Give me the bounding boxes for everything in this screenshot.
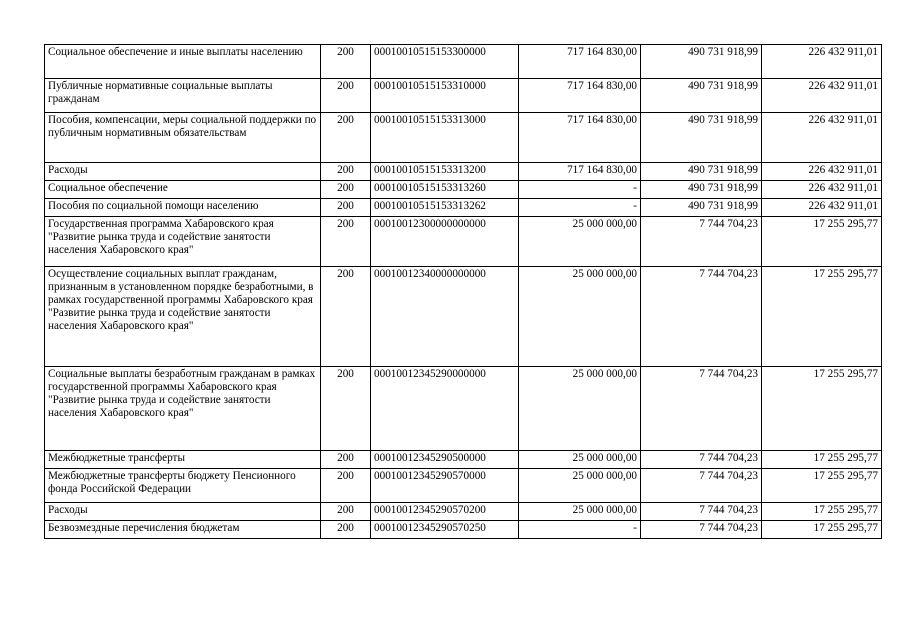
unexecuted-amount-cell: 17 255 295,77 — [762, 367, 882, 451]
unexecuted-amount-cell: 226 432 911,01 — [762, 45, 882, 79]
table-row — [45, 45, 882, 79]
row-name-cell: Социальное обеспечение и иные выплаты населению — [45, 45, 321, 79]
line-code-cell: 200 — [321, 503, 371, 521]
unexecuted-amount-cell: 226 432 911,01 — [762, 163, 882, 181]
expenditure-table — [44, 44, 882, 539]
table-row — [45, 521, 882, 539]
line-code-cell: 200 — [321, 199, 371, 217]
line-code-cell: 200 — [321, 79, 371, 113]
unexecuted-amount-cell: 226 432 911,01 — [762, 79, 882, 113]
report-page — [44, 44, 881, 539]
approved-amount-cell: 717 164 830,00 — [519, 113, 641, 163]
executed-amount-cell: 7 744 704,23 — [641, 469, 762, 503]
table-row — [45, 163, 882, 181]
budget-classification-code-cell: 00010012345290570000 — [371, 469, 519, 503]
row-name-cell: Осуществление социальных выплат гражданам, признанным в установленном порядке безработными, в рамках государственной программы Хабаровского края "Развитие рынка труда и содействие занятости населения Хабаровского края" — [45, 267, 321, 367]
row-name-cell: Публичные нормативные социальные выплаты гражданам — [45, 79, 321, 113]
unexecuted-amount-cell: 226 432 911,01 — [762, 199, 882, 217]
approved-amount-cell: 717 164 830,00 — [519, 45, 641, 79]
row-name-cell: Социальные выплаты безработным гражданам в рамках государственной программы Хабаровского края "Развитие рынка труда и содействие занятости населения Хабаровского края" — [45, 367, 321, 451]
approved-amount-cell: 717 164 830,00 — [519, 163, 641, 181]
table-row — [45, 503, 882, 521]
budget-classification-code-cell: 00010012345290500000 — [371, 451, 519, 469]
budget-classification-code-cell: 00010012340000000000 — [371, 267, 519, 367]
executed-amount-cell: 490 731 918,99 — [641, 181, 762, 199]
executed-amount-cell: 7 744 704,23 — [641, 217, 762, 267]
budget-classification-code-cell: 00010012345290570250 — [371, 521, 519, 539]
executed-amount-cell: 490 731 918,99 — [641, 199, 762, 217]
budget-classification-code-cell: 00010010515153313000 — [371, 113, 519, 163]
executed-amount-cell: 7 744 704,23 — [641, 521, 762, 539]
executed-amount-cell: 7 744 704,23 — [641, 367, 762, 451]
unexecuted-amount-cell: 17 255 295,77 — [762, 521, 882, 539]
approved-amount-cell: 25 000 000,00 — [519, 469, 641, 503]
row-name-cell: Государственная программа Хабаровского края "Развитие рынка труда и содействие занятости населения Хабаровского края" — [45, 217, 321, 267]
unexecuted-amount-cell: 17 255 295,77 — [762, 451, 882, 469]
executed-amount-cell: 7 744 704,23 — [641, 451, 762, 469]
table-row — [45, 367, 882, 451]
approved-amount-cell: - — [519, 199, 641, 217]
budget-classification-code-cell: 00010010515153313260 — [371, 181, 519, 199]
executed-amount-cell: 490 731 918,99 — [641, 79, 762, 113]
row-name-cell: Расходы — [45, 163, 321, 181]
budget-classification-code-cell: 00010012345290570200 — [371, 503, 519, 521]
approved-amount-cell: - — [519, 521, 641, 539]
approved-amount-cell: 25 000 000,00 — [519, 451, 641, 469]
line-code-cell: 200 — [321, 217, 371, 267]
executed-amount-cell: 490 731 918,99 — [641, 113, 762, 163]
line-code-cell: 200 — [321, 367, 371, 451]
approved-amount-cell: 25 000 000,00 — [519, 367, 641, 451]
unexecuted-amount-cell: 226 432 911,01 — [762, 113, 882, 163]
table-row — [45, 469, 882, 503]
row-name-cell: Межбюджетные трансферты бюджету Пенсионного фонда Российской Федерации — [45, 469, 321, 503]
budget-classification-code-cell: 00010010515153300000 — [371, 45, 519, 79]
table-row — [45, 451, 882, 469]
budget-classification-code-cell: 00010012345290000000 — [371, 367, 519, 451]
executed-amount-cell: 490 731 918,99 — [641, 163, 762, 181]
table-row — [45, 113, 882, 163]
row-name-cell: Межбюджетные трансферты — [45, 451, 321, 469]
line-code-cell: 200 — [321, 45, 371, 79]
row-name-cell: Пособия, компенсации, меры социальной поддержки по публичным нормативным обязательствам — [45, 113, 321, 163]
table-row — [45, 79, 882, 113]
row-name-cell: Безвозмездные перечисления бюджетам — [45, 521, 321, 539]
unexecuted-amount-cell: 17 255 295,77 — [762, 267, 882, 367]
table-row — [45, 199, 882, 217]
unexecuted-amount-cell: 17 255 295,77 — [762, 503, 882, 521]
unexecuted-amount-cell: 17 255 295,77 — [762, 469, 882, 503]
line-code-cell: 200 — [321, 521, 371, 539]
executed-amount-cell: 490 731 918,99 — [641, 45, 762, 79]
line-code-cell: 200 — [321, 469, 371, 503]
budget-classification-code-cell: 00010010515153313200 — [371, 163, 519, 181]
table-row — [45, 217, 882, 267]
line-code-cell: 200 — [321, 181, 371, 199]
table-row — [45, 267, 882, 367]
approved-amount-cell: 25 000 000,00 — [519, 217, 641, 267]
row-name-cell: Пособия по социальной помощи населению — [45, 199, 321, 217]
unexecuted-amount-cell: 17 255 295,77 — [762, 217, 882, 267]
row-name-cell: Социальное обеспечение — [45, 181, 321, 199]
executed-amount-cell: 7 744 704,23 — [641, 503, 762, 521]
budget-classification-code-cell: 00010012300000000000 — [371, 217, 519, 267]
line-code-cell: 200 — [321, 451, 371, 469]
budget-classification-code-cell: 00010010515153313262 — [371, 199, 519, 217]
executed-amount-cell: 7 744 704,23 — [641, 267, 762, 367]
approved-amount-cell: 25 000 000,00 — [519, 503, 641, 521]
table-row — [45, 181, 882, 199]
line-code-cell: 200 — [321, 163, 371, 181]
table-body — [45, 45, 882, 539]
row-name-cell: Расходы — [45, 503, 321, 521]
line-code-cell: 200 — [321, 267, 371, 367]
approved-amount-cell: 717 164 830,00 — [519, 79, 641, 113]
line-code-cell: 200 — [321, 113, 371, 163]
approved-amount-cell: - — [519, 181, 641, 199]
budget-classification-code-cell: 00010010515153310000 — [371, 79, 519, 113]
unexecuted-amount-cell: 226 432 911,01 — [762, 181, 882, 199]
approved-amount-cell: 25 000 000,00 — [519, 267, 641, 367]
